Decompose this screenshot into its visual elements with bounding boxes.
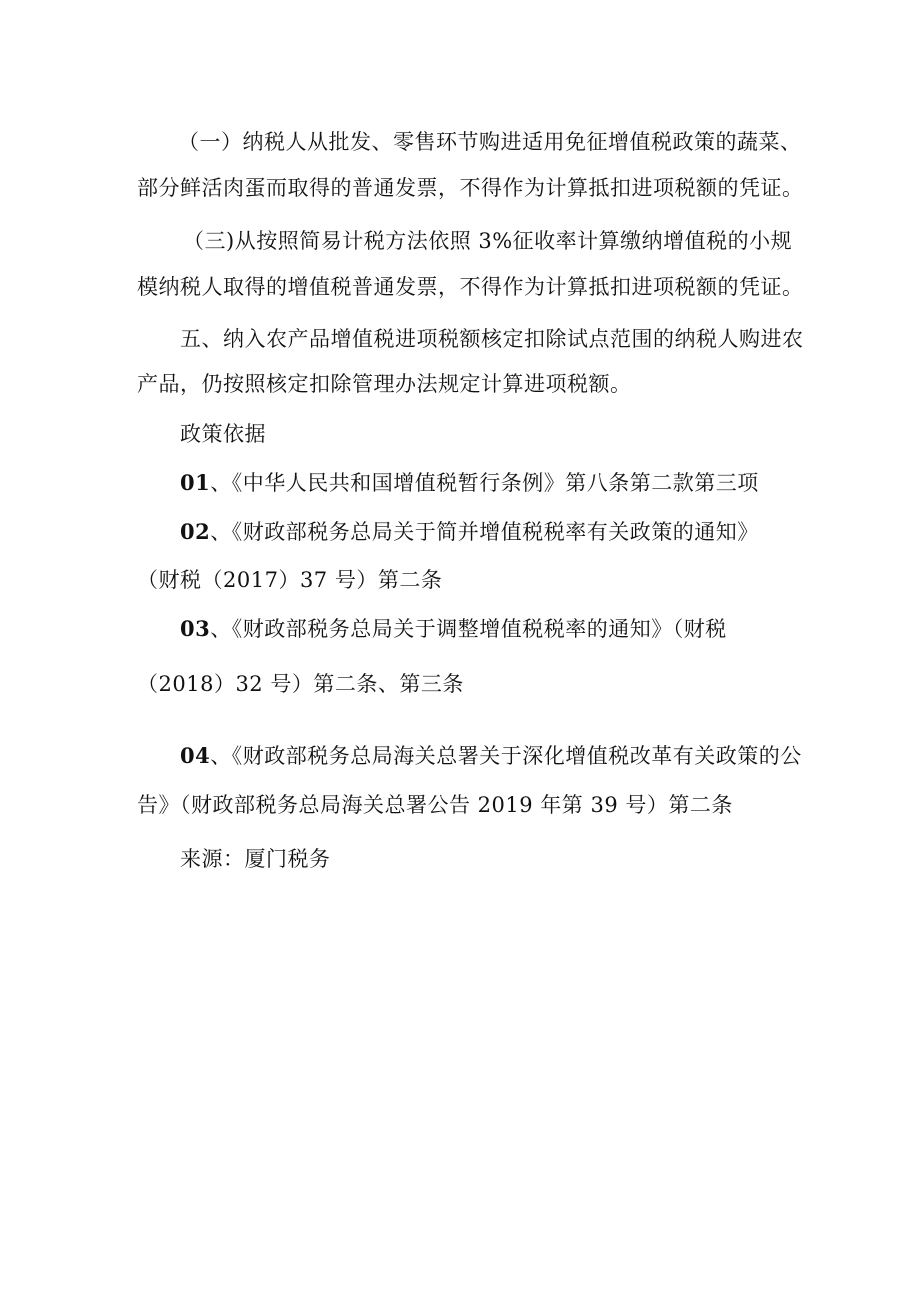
paragraph-3-line-1: 五、纳入农产品增值税进项税额核定扣除试点范围的纳税人购进农 [180,327,804,351]
reference-text: 、《财政部税务总局海关总署关于深化增值税改革有关政策的公 [210,744,802,768]
reference-text: 、《财政部税务总局关于调整增值税税率的通知》（财税 [210,617,727,641]
reference-04-line-2: 告》（财政部税务总局海关总署公告 2019 年第 39 号）第二条 [137,793,733,817]
reference-01 [180,469,759,497]
reference-02-line-1 [180,518,759,546]
reference-number: 04 [180,743,211,768]
paragraph-2-line-1: （三)从按照简易计税方法依照 3%征收率计算缴纳增值税的小规 [183,229,793,253]
reference-text: 、《中华人民共和国增值税暂行条例》第八条第二款第三项 [210,471,759,495]
paragraph-1-line-2: 部分鲜活肉蛋而取得的普通发票，不得作为计算抵扣进项税额的凭证。 [137,176,804,200]
reference-number: 01 [180,470,211,495]
reference-number: 03 [180,616,211,641]
reference-number: 02 [180,519,211,544]
paragraph-3-line-2: 产品，仍按照核定扣除管理办法规定计算进项税额。 [137,372,632,396]
reference-03-line-2: （2018）32 号）第二条、第三条 [137,672,464,696]
reference-04-line-1 [180,742,802,770]
reference-03-line-1 [180,615,727,643]
reference-text: 、《财政部税务总局关于简并增值税税率有关政策的通知》 [210,520,759,544]
paragraph-1-line-1: （一）纳税人从批发、零售环节购进适用免征增值税政策的蔬菜、 [178,130,802,154]
paragraph-2-line-2: 模纳税人取得的增值税普通发票，不得作为计算抵扣进项税额的凭证。 [137,275,804,299]
policy-basis-heading: 政策依据 [180,422,266,446]
source-line: 来源：厦门税务 [180,847,331,871]
reference-02-line-2: （财税（2017）37 号）第二条 [137,568,443,592]
